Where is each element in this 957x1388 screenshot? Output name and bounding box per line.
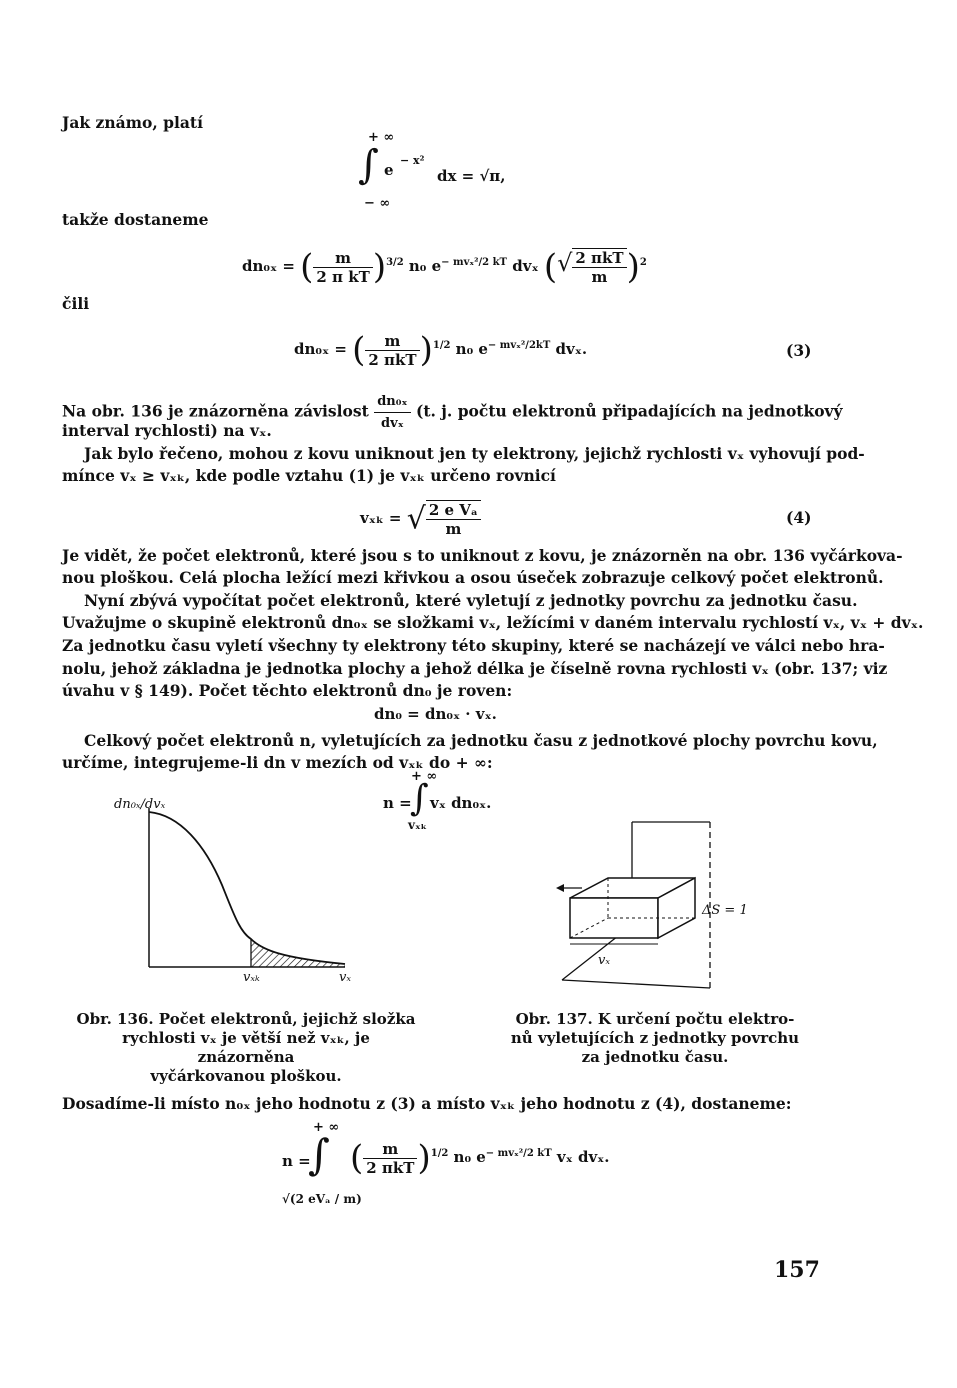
fig136-x-label: vₓ [339,970,351,985]
eq2-exp: − mvₓ²/2 kT [441,257,507,268]
paragraph-4-line-3: Za jednotku času vyletí všechny ty elektrony této skupiny, které se nacházejí ve válci nebo hra- [62,636,885,655]
eq2-den: 2 π kT [316,267,370,286]
eq3-right: dvₓ. [555,340,588,358]
paragraph-3-line-1: Je vidět, že počet elektronů, které jsou s to uniknout z kovu, je znázorněn na obr. 136 vyčárkova- [62,546,903,565]
eq6-rest: vₓ dn₀ₓ. [430,794,492,812]
figure-136 [110,790,370,1000]
paragraph-1-line-2: interval rychlosti) na vₓ. [62,421,272,440]
eq6-upper-limit: + ∞ [411,769,438,784]
eq2-root-den: m [591,268,608,286]
equation-7-body: ( $\frac{m}{\text{2 πkT}}$ )$^{1/2}$ n₀ $e^{- mv_x^2/2 kT}$ vₓ dvₓ. [350,1138,610,1178]
eq7-num: m [363,1140,417,1159]
gauss-rest: dx = √π, [437,167,506,185]
paragraph-2-line-1: Jak bylo řečeno, mohou z kovu uniknout jen ty elektrony, jejichž rychlosti vₓ vyhovují pod- [84,444,865,463]
eq3-num: m [365,332,419,351]
paragraph-3-line-2: nou ploškou. Celá plocha ležící mezi křivkou a osou úseček zobrazuje celkový počet elektronů. [62,568,884,587]
paragraph-4-line-1: Nyní zbývá vypočítat počet elektronů, které vyletují z jednotky povrchu za jednotku času. [84,591,858,610]
eq7-den: 2 πkT [366,1158,415,1177]
eq3-exp: − mvₓ²/2kT [487,340,551,351]
eq4-den: m [445,520,462,538]
paragraph-4-line-2: Uvažujme o skupině elektronů dn₀ₓ se složkami vₓ, ležícími v daném intervalu rychlostí vₓ, vₓ + dvₓ. [62,613,924,632]
fig137-area-label: ΔS = 1 [702,903,748,918]
p1-frac-den: dvₓ [380,416,404,431]
eq3-number: (3) [786,341,812,360]
eq6-left: n = [383,794,412,812]
integral-sign: ∫ [358,142,379,188]
eq4-left: vₓₖ = [360,509,402,527]
eq2-left: dn₀ₓ = [242,257,295,275]
eq3-mid: n₀ e [455,340,488,358]
eq2-num: m [313,249,372,268]
eq3-pow: 1/2 [432,340,451,351]
fig136-curve [149,812,345,964]
equation-2: dn₀ₓ = ( $\frac{m}{\text{2 π kT}}$ )$^{3/2}$ n₀ $e^{- mv_x^2/2 kT}$ dvₓ (√ $\frac{\text{2 πkT}}{m}$ )$^2$ [242,247,647,287]
takze-text: takže dostaneme [62,210,209,229]
eq7-lower-limit: √(2 eVₐ / m) [282,1192,362,1206]
fig137-v-label: vₓ [598,953,610,968]
eq7-mid: n₀ e [453,1148,486,1166]
paragraph-5-line-1: Celkový počet elektronů n, vyletujících za jednotku času z jednotkové plochy povrchu kovu, [84,731,878,750]
eq2-right: dvₓ [512,257,539,275]
eq2-root-num: 2 πkT [572,249,626,268]
equation-3: dn₀ₓ = ( $\frac{m}{\text{2 πkT}}$ )$^{1/2}$ n₀ $e^{- mv_x^2/2kT}$ dvₓ. [294,330,588,370]
equation-5: dn₀ = dn₀ₓ · vₓ. [374,705,497,723]
eq3-den: 2 πkT [368,350,417,369]
eq7-pow: 1/2 [430,1148,449,1159]
eq7-exp: − mvₓ²/2 kT [485,1148,552,1159]
paragraph-4-line-5: úvahu v § 149). Počet těchto elektronů dn₀ je roven: [62,681,513,700]
eq7-integral-sign: ∫ [308,1130,330,1179]
equation-4: vₓₖ = √ $\frac{\text{2 e Vₐ}}{m}$ [360,500,481,538]
cili-text: čili [62,294,90,313]
fig136-vxk-label: vₓₖ [243,970,260,985]
eq3-left: dn₀ₓ = [294,340,347,358]
paragraph-2-line-2: mínce vₓ ≥ vₓₖ, kde podle vztahu (1) je vₓₖ určeno rovnicí [62,466,556,485]
eq6-integral-sign: ∫ [410,778,429,819]
paragraph-1-line-1: Na obr. 136 je znázorněna závislost $\frac{\text{dn₀ₓ}}{\text{dvₓ}}$ (t. j. počtu elektronů připadajících na jednotkový [62,391,810,434]
caption-136: Obr. 136. Počet elektronů, jejichž složka rychlosti vₓ je větší než vₓₖ, je znázorněna vyčárkovanou ploškou. [76,1010,416,1085]
caption-137: Obr. 137. K určení počtu elektro- nů vyletujících z jednotky povrchu za jednotku času. [510,1010,800,1066]
gauss-exponent: − x² [400,154,425,167]
page-number: 157 [774,1257,820,1283]
eq7-upper-limit: + ∞ [313,1120,340,1135]
gauss-upper-limit: + ∞ [368,130,395,145]
gauss-integrand: e [384,161,394,179]
eq2-mid: n₀ e [408,257,442,275]
eq7-right: vₓ dvₓ. [556,1148,610,1166]
gauss-lower-limit: − ∞ [364,196,391,211]
eq2-pow: 3/2 [386,257,404,268]
eq6-lower-limit: vₓₖ [408,818,427,832]
paragraph-6: Dosadíme-li místo n₀ₓ jeho hodnotu z (3) a místo vₓₖ jeho hodnotu z (4), dostaneme: [62,1094,792,1113]
eq4-num: 2 e Vₐ [426,501,481,520]
intro-text: Jak známo, platí [62,113,203,132]
paragraph-4-line-4: nolu, jehož základna je jednotka plochy a jehož délka je číselně rovna rychlosti vₓ (obr. 137; viz [62,659,888,678]
paragraph-5-line-2: určíme, integrujeme-li dn v mezích od vₓₖ do + ∞: [62,753,493,772]
eq7-left: n = [282,1152,311,1170]
p1-frac-num: dn₀ₓ [374,391,410,413]
fig136-y-label: dn₀ₓ/dvₓ [114,797,166,812]
eq4-number: (4) [786,508,812,527]
